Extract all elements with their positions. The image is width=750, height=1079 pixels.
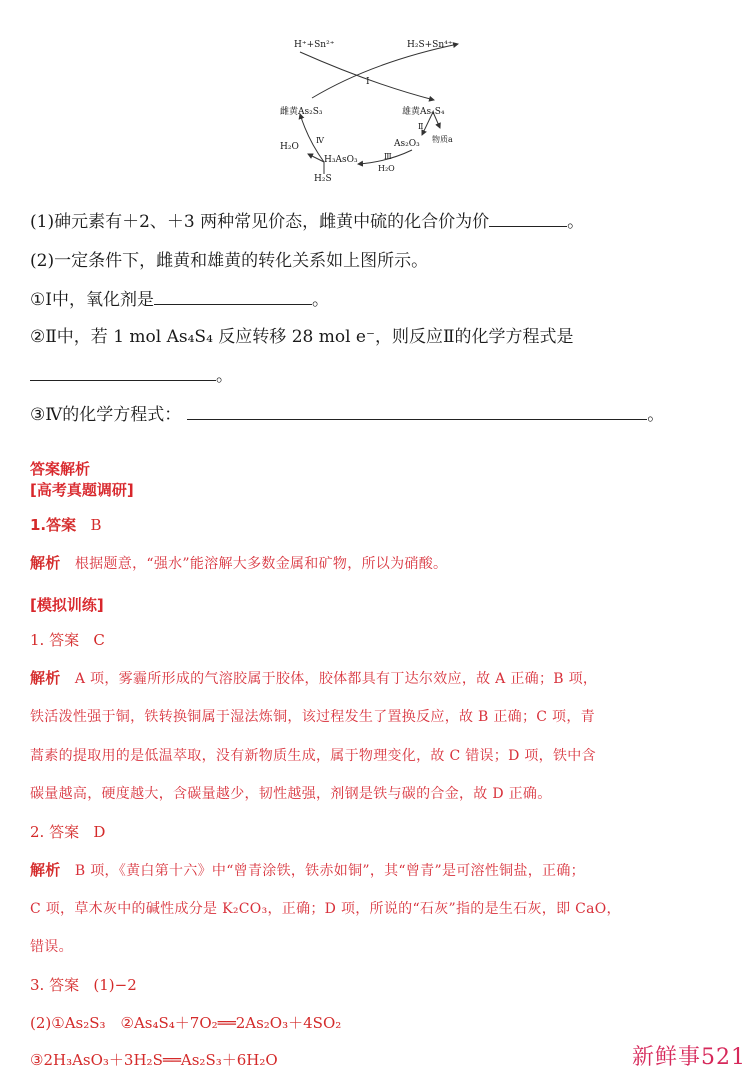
diagram-substance-a-label: 物质a — [432, 135, 453, 144]
diagram-step-ii-label: Ⅱ — [418, 122, 424, 131]
question-2-1 — [30, 289, 329, 311]
mock-analysis-2-line-2: C 项，草木灰中的碱性成分是 K₂CO₃，正确；D 项，所说的“石灰”指的是生石灰，即 CaO， — [30, 901, 621, 917]
answer-blank — [489, 212, 567, 227]
diagram-top-left-label: H⁺+Sn²⁺ — [294, 40, 335, 50]
answer-value: B — [90, 516, 102, 534]
mock-analysis-2-line-3: 错误。 — [30, 939, 73, 955]
question-2-3 — [30, 404, 664, 426]
mock-analysis-1-line-2: 铁活泼性强于铜，铁转换铜属于湿法炼铜，该过程发生了置换反应，故 B 正确；C 项，青 — [30, 709, 595, 725]
diagram-h2s-label: H₂S — [314, 174, 332, 184]
mock-answer-3-line-2: (2)①As₂S₃ ②As₄S₄＋7O₂══2As₂O₃＋4SO₂ — [30, 1014, 342, 1032]
gaokao-answer-1 — [30, 515, 101, 535]
answer-value: D — [93, 823, 106, 841]
question-1 — [30, 211, 584, 233]
reaction-cycle-diagram — [262, 22, 488, 190]
gaokao-analysis-1 — [30, 553, 447, 574]
mock-analysis-1-line-3: 蒿素的提取用的是低温萃取，没有新物质生成，属于物理变化，故 C 错误；D 项，铁中含 — [30, 748, 596, 764]
answer-label: 3. 答案 — [30, 976, 80, 994]
answer-blank — [187, 405, 647, 420]
diagram-top-right-label: H₂S+Sn⁴⁺ — [407, 40, 453, 50]
section-gaokao-header: [高考真题调研] — [30, 481, 134, 499]
mock-answer-1 — [30, 630, 105, 650]
analysis-label: 解析 — [30, 554, 61, 572]
mock-answer-2 — [30, 822, 105, 842]
answer-value: C — [93, 631, 105, 649]
answer-label: 2. 答案 — [30, 823, 80, 841]
diagram-realgar-node: 雄黄As₄S₄ — [402, 107, 445, 117]
answer-blank — [154, 290, 312, 305]
question-2: (2)一定条件下，雌黄和雄黄的转化关系如上图所示。 — [30, 251, 429, 271]
diagram-step-i-label: Ⅰ — [366, 77, 370, 87]
punct: 。 — [311, 290, 329, 310]
mock-analysis-2-line-1 — [30, 860, 585, 881]
analysis-text: A 项，雾霾所形成的气溶胶属于胶体，胶体都具有丁达尔效应，故 A 正确；B 项， — [74, 671, 598, 687]
question-2-3-text: ③Ⅳ的化学方程式： — [30, 405, 182, 425]
diagram-step-iv-label: Ⅳ — [316, 136, 324, 145]
analysis-label: 解析 — [30, 861, 61, 879]
answer-label: 1.答案 — [30, 516, 77, 534]
question-2-2-answer-line — [30, 365, 233, 387]
analysis-text: 根据题意，“强水”能溶解大多数金属和矿物，所以为硝酸。 — [74, 556, 448, 572]
diagram-as2o3-label: As₂O₃ — [394, 139, 420, 149]
question-1-text: (1)砷元素有＋2、＋3 两种常见价态，雌黄中硫的化合价为价 — [30, 212, 490, 232]
mock-answer-3 — [30, 975, 137, 995]
section-mock-header: [模拟训练] — [30, 596, 104, 614]
punct: 。 — [647, 405, 665, 425]
watermark: 新鲜事521 — [632, 1045, 746, 1070]
diagram-h2o-iv-label: H₂O — [280, 142, 299, 152]
answer-value: (1)−2 — [93, 976, 137, 994]
question-2-1-text: ①Ⅰ中，氧化剂是 — [30, 290, 154, 310]
diagram-step-iii-label: Ⅲ — [384, 152, 392, 161]
punct: 。 — [567, 212, 585, 232]
mock-answer-3-line-3: ③2H₃AsO₃＋3H₂S══As₂S₃＋6H₂O — [30, 1051, 278, 1069]
answer-label: 1. 答案 — [30, 631, 80, 649]
diagram-orpiment-node: 雌黄As₂S₃ — [280, 107, 323, 117]
punct: 。 — [216, 366, 233, 386]
diagram-h2o-iii-label: H₂O — [378, 164, 395, 173]
mock-analysis-1-line-1 — [30, 668, 597, 689]
question-2-2: ②Ⅱ中，若 1 mol As₄S₄ 反应转移 28 mol e⁻，则反应Ⅱ的化学方程式是 — [30, 327, 574, 347]
analysis-text: B 项，《黄白第十六》中“曾青涂铁，铁赤如铜”，其“曾青”是可溶性铜盐，正确； — [74, 863, 585, 879]
mock-analysis-1-line-4: 碳量越高，硬度越大，含碳量越少，韧性越强，剂钢是铁与碳的合金，故 D 正确。 — [30, 786, 552, 802]
answer-blank — [30, 366, 216, 381]
answer-section-title: 答案解析 — [30, 460, 91, 478]
analysis-label: 解析 — [30, 669, 61, 687]
diagram-h3aso3-label: H₃AsO₃ — [324, 155, 358, 165]
